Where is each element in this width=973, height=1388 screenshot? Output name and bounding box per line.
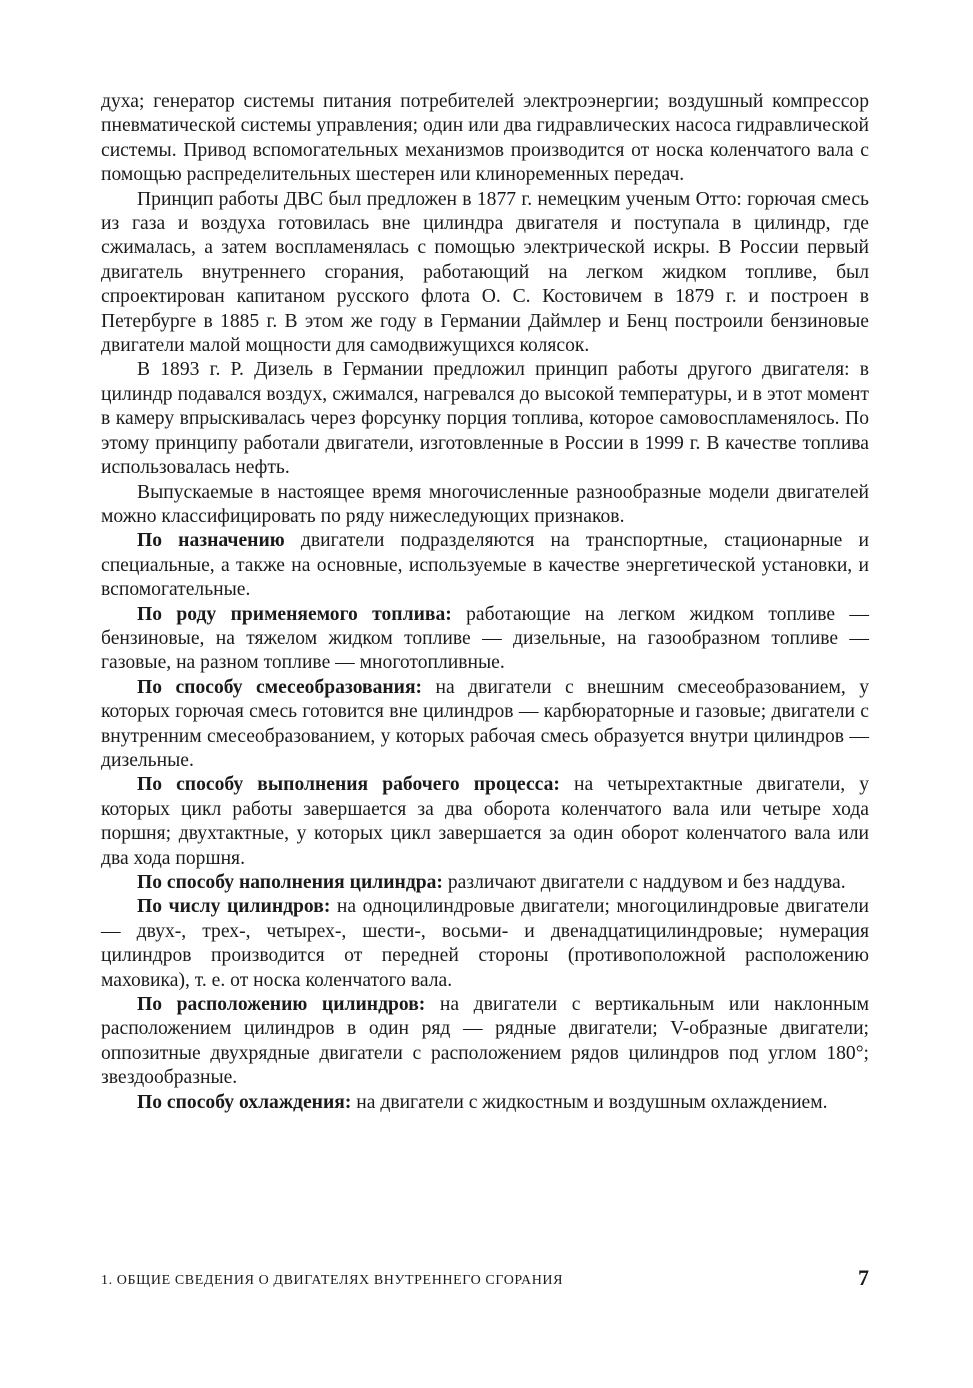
page-footer: [101, 1265, 869, 1295]
paragraph-text: Принцип работы ДВС был предложен в 1877 г. немецким ученым Отто: горючая смесь из газа и воздуха готовилась вне цилиндра двигателя и поступала в цилиндр, где сжималась, а затем воспламенялась с помощью электрической искры. В России первый двигатель внутреннего сгорания, работающий на легком жидком топливе, был спроектирован капитаном русского флота О. С. Костовичем в 1879 г. и построен в Петербурге в 1885 г. В этом же году в Германии Даймлер и Бенц построили бензиновые двигатели малой мощности для самодвижущихся колясок.: [101, 188, 869, 357]
classification-paragraph: [101, 895, 869, 993]
classification-paragraph: [101, 993, 869, 1091]
paragraph-text: различают двигатели с наддувом и без наддува.: [442, 872, 846, 893]
paragraph-text: Выпускаемые в настоящее время многочисленные разнообразные модели двигателей можно классифицировать по ряду нижеследующих признаков.: [101, 481, 869, 527]
paragraph: [101, 188, 869, 359]
paragraph-text: на четырехтактные двигатели, у которых цикл работы завершается за два оборота коленчатого вала или четыре хода поршня; двухтактные, у которых цикл завершается за один оборот коленчатого вала или два хода поршня.: [101, 774, 869, 869]
paragraph-text: на двигатели с вертикальным или наклонным расположением цилиндров в один ряд — рядные двигатели; V-образные двигатели; оппозитные двухрядные двигатели с расположением рядов цилиндров под углом 180°; звездообразные.: [101, 994, 869, 1089]
classification-paragraph: [101, 773, 869, 871]
paragraph-text: духа; генератор системы питания потребителей электроэнергии; воздушный компрессор пневматической системы управления; один или два гидравлических насоса гидравлической системы. Привод вспомогательных механизмов производится от носка коленчатого вала с помощью распределительных шестерен или клиноременных передач.: [101, 91, 869, 186]
classification-paragraph: [101, 1091, 869, 1115]
page-body: [101, 90, 869, 1115]
paragraph-text: на двигатели с внешним смесеобразованием, у которых горючая смесь готовится вне цилиндров — карбюраторные и газовые; двигатели с внутренним смесеобразованием, у которых рабочая смесь образуется внутри цилиндров — дизельные.: [101, 676, 869, 771]
paragraph-text: двигатели подразделяются на транспортные, стационарные и специальные, а также на основные, используемые в качестве энергетической установки, и вспомогательные.: [101, 530, 870, 601]
classification-lead: По способу охлаждения:: [137, 1091, 352, 1113]
paragraph: [101, 481, 869, 530]
classification-lead: По назначению: [137, 530, 285, 552]
classification-lead: По способу выполнения рабочего процесса:: [137, 774, 560, 796]
classification-paragraph: [101, 603, 869, 676]
paragraph: [101, 358, 869, 480]
paragraph: [101, 90, 869, 188]
paragraph-text: на двигатели с жидкостным и воздушным охлаждением.: [351, 1091, 828, 1113]
classification-lead: По расположению цилиндров:: [137, 994, 426, 1016]
classification-lead: По числу цилиндров:: [137, 896, 331, 918]
classification-lead: По способу смесеобразования:: [137, 676, 423, 698]
paragraph-text: В 1893 г. Р. Дизель в Германии предложил принцип работы другого двигателя: в цилиндр подавался воздух, сжимался, нагревался до высокой температуры, и в этот момент в камеру впрыскивалась через форсунку порция топлива, которое самовоспламенялось. По этому принципу работали двигатели, изготовленные в России в 1999 г. В качестве топлива использовалась нефть.: [101, 359, 869, 479]
running-footer-title: 1. ОБЩИЕ СВЕДЕНИЯ О ДВИГАТЕЛЯХ ВНУТРЕННЕГО СГОРАНИЯ: [101, 1273, 564, 1288]
classification-lead: По способу наполнения цилиндра:: [137, 872, 443, 893]
classification-paragraph: [101, 529, 869, 602]
classification-paragraph: [101, 676, 869, 774]
paragraph-text: на одноцилиндровые двигатели; многоцилиндровые двигатели — двух-, трех-, четырех-, шести-, восьми- и двенадцатицилиндровые; нумерация цилиндров производится от передней стороны (противоположной расположению маховика), т. е. от носка коленчатого вала.: [101, 896, 869, 991]
classification-lead: По роду применяемого топлива:: [137, 603, 452, 625]
classification-paragraph: [101, 871, 869, 895]
paragraph-text: работающие на легком жидком топливе — бензиновые, на тяжелом жидком топливе — дизельные, на газообразном топливе — газовые, на разном топливе — многотопливные.: [101, 603, 869, 674]
page-number: 7: [858, 1265, 869, 1290]
